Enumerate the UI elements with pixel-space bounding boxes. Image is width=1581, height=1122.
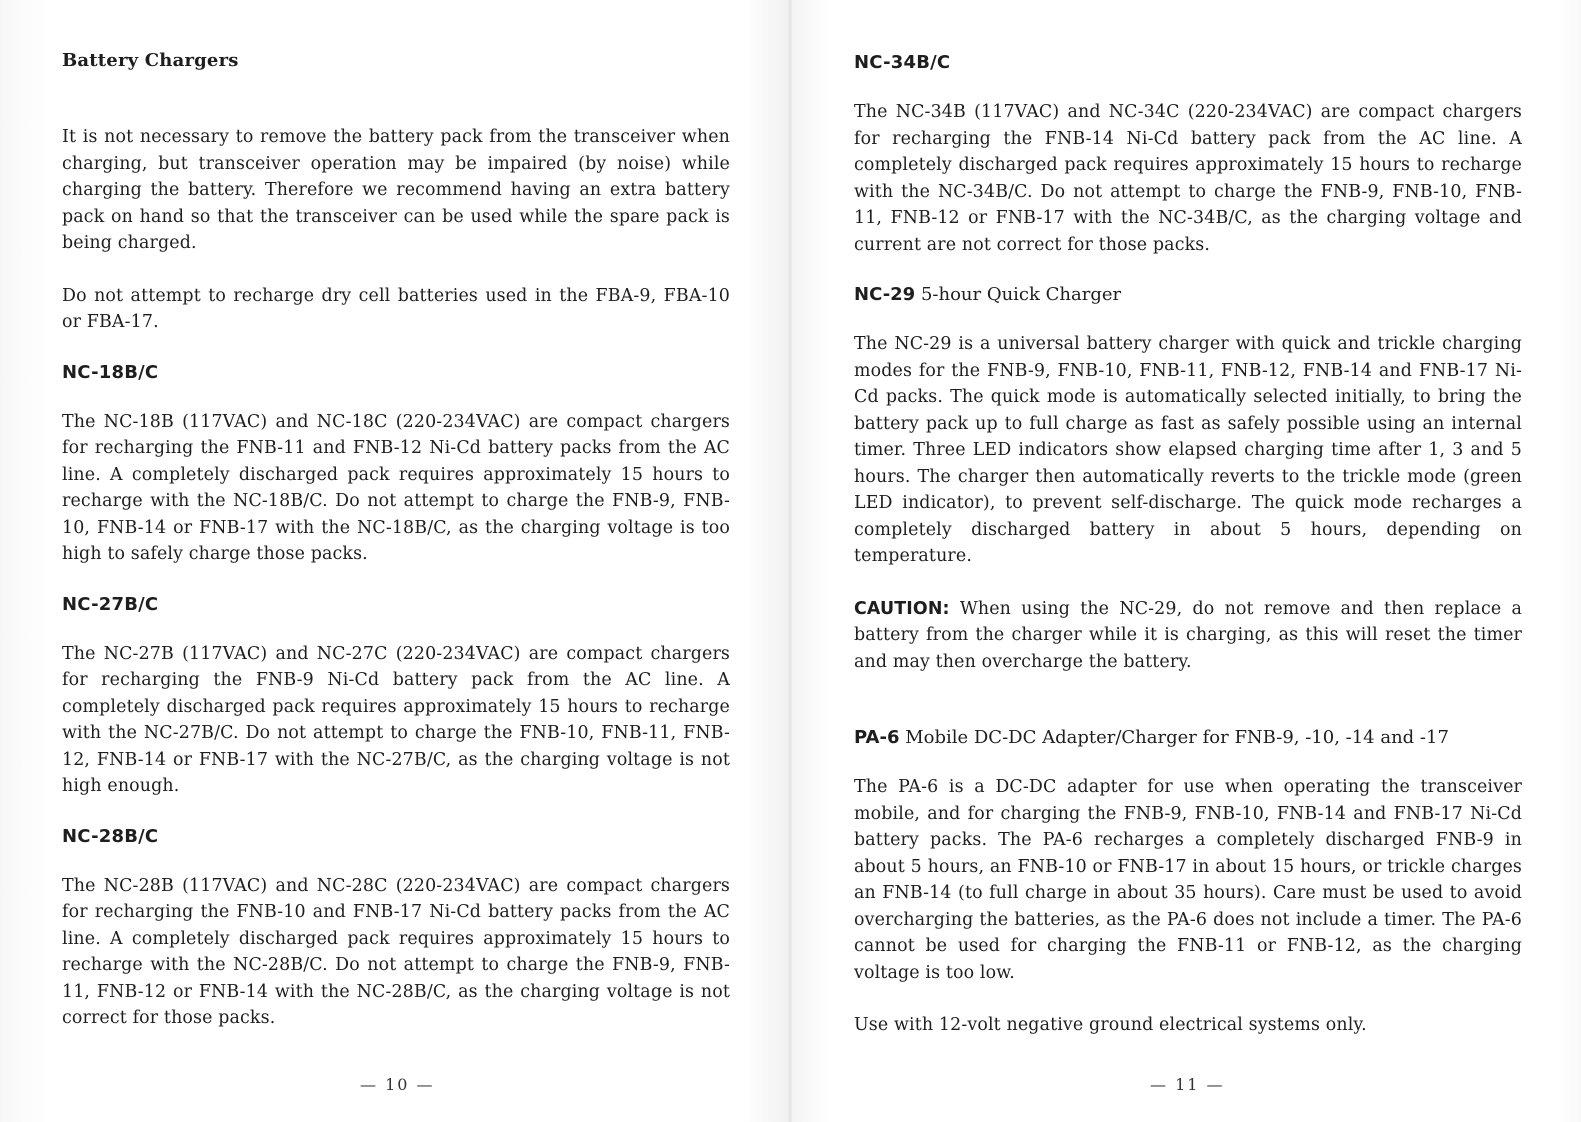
section-title-nc28: NC-28B/C: [62, 825, 159, 847]
section-title-nc29-desc: 5-hour Quick Charger: [915, 284, 1122, 305]
intro-paragraph: It is not necessary to remove the battery pack from the transceiver when charging, but transceiver operation may be impaired (by noise) while charging the battery. Therefore we recommend having an extra battery pack on hand so that the transceiver can be used while the spare pack is being charged.: [62, 127, 730, 253]
section-title-nc34: NC-34B/C: [854, 52, 951, 73]
caution-text: When using the NC-29, do not remove and then replace a battery from the charger while it is charging, as this will reset the timer and may then overcharge the battery.: [854, 598, 1522, 672]
caution-label: CAUTION:: [854, 598, 950, 619]
section-text-nc28: The NC-28B (117VAC) and NC-28C (220-234VAC) are compact chargers for recharging the FNB-10 and FNB-17 Ni-Cd battery packs from the AC line. A completely discharged pack requires approximately 15 hours to recharge with the NC-28B/C. Do not attempt to charge the FNB-9, FNB-11, FNB-12 or FNB-14 with the NC-28B/C, as the charging voltage is not correct for those packs.: [62, 875, 730, 1028]
page-number-right: — 11 —: [1150, 1075, 1225, 1094]
section-text-nc27: The NC-27B (117VAC) and NC-27C (220-234VAC) are compact chargers for recharging the FNB-9 Ni-Cd battery pack from the AC line. A completely discharged pack requires approximately 15 hours to recharge with the NC-27B/C. Do not attempt to charge the FNB-10, FNB-11, FNB-12, FNB-14 or FNB-17 with the NC-27B/C, as the charging voltage is not high enough.: [62, 643, 730, 796]
section-title-nc27: NC-27B/C: [62, 593, 159, 615]
section-text-nc34: The NC-34B (117VAC) and NC-34C (220-234VAC) are compact chargers for recharging the FNB-14 Ni-Cd battery pack from the AC line. A completely discharged pack requires approximately 15 hours to recharge with the NC-34B/C. Do not attempt to charge the FNB-9, FNB-10, FNB-11, FNB-12 or FNB-17 with the NC-34B/C, as the charging voltage and current are not correct for those packs.: [854, 102, 1522, 255]
page-title: Battery Chargers: [62, 50, 239, 71]
right-column: [854, 52, 1522, 1039]
section-text-nc18: The NC-18B (117VAC) and NC-18C (220-234VAC) are compact chargers for recharging the FNB-11 and FNB-12 Ni-Cd battery packs from the AC line. A completely discharged pack requires approximately 15 hours to recharge with the NC-18B/C. Do not attempt to charge the FNB-9, FNB-10, FNB-14 or FNB-17 with the NC-18B/C, as the charging voltage is too high to safely charge those packs.: [62, 411, 730, 564]
section-text-nc29: The NC-29 is a universal battery charger with quick and trickle charging modes for the FNB-9, FNB-10, FNB-11, FNB-12, FNB-14 and FNB-17 Ni-Cd packs. The quick mode is automatically selected initially, to bring the battery pack up to full charge as fast as safely possible using an internal timer. Three LED indicators show elapsed charging time after 1, 3 and 5 hours. The charger then automatically reverts to the trickle mode (green LED indicator), to prevent self-discharge. The quick mode recharges a completely discharged battery in about 5 hours, depending on temperature.: [854, 334, 1522, 566]
section-title-pa6-desc: Mobile DC-DC Adapter/Charger for FNB-9, -10, -14 and -17: [899, 727, 1449, 748]
section-title-pa6: [854, 727, 1522, 748]
section-title-nc18: NC-18B/C: [62, 361, 159, 383]
page-right: [790, 0, 1581, 1122]
dry-cell-warning: Do not attempt to recharge dry cell batteries used in the FBA-9, FBA-10 or FBA-17.: [62, 285, 730, 332]
page-number-left: — 10 —: [360, 1075, 435, 1094]
book-gutter: [788, 0, 792, 1122]
caution-paragraph: [854, 596, 1522, 676]
left-column: [62, 50, 730, 1032]
section-text-pa6: The PA-6 is a DC-DC adapter for use when operating the transceiver mobile, and for charging the FNB-9, FNB-10, FNB-14 and FNB-17 Ni-Cd battery packs. The PA-6 recharges a completely discharged FNB-9 in about 5 hours, an FNB-10 or FNB-17 in about 15 hours, or trickle charges an FNB-14 (to full charge in about 35 hours). Care must be used to avoid overcharging the batteries, as the PA-6 does not include a timer. The PA-6 cannot be used for charging the FNB-11 or FNB-12, as the charging voltage is too low.: [854, 777, 1522, 983]
section-title-nc29-model: NC-29: [854, 284, 916, 305]
section-title-nc29: [854, 284, 1522, 305]
pa6-note: Use with 12-volt negative ground electrical systems only.: [854, 1015, 1367, 1035]
section-title-pa6-model: PA-6: [854, 727, 900, 748]
page-left: [0, 0, 790, 1122]
